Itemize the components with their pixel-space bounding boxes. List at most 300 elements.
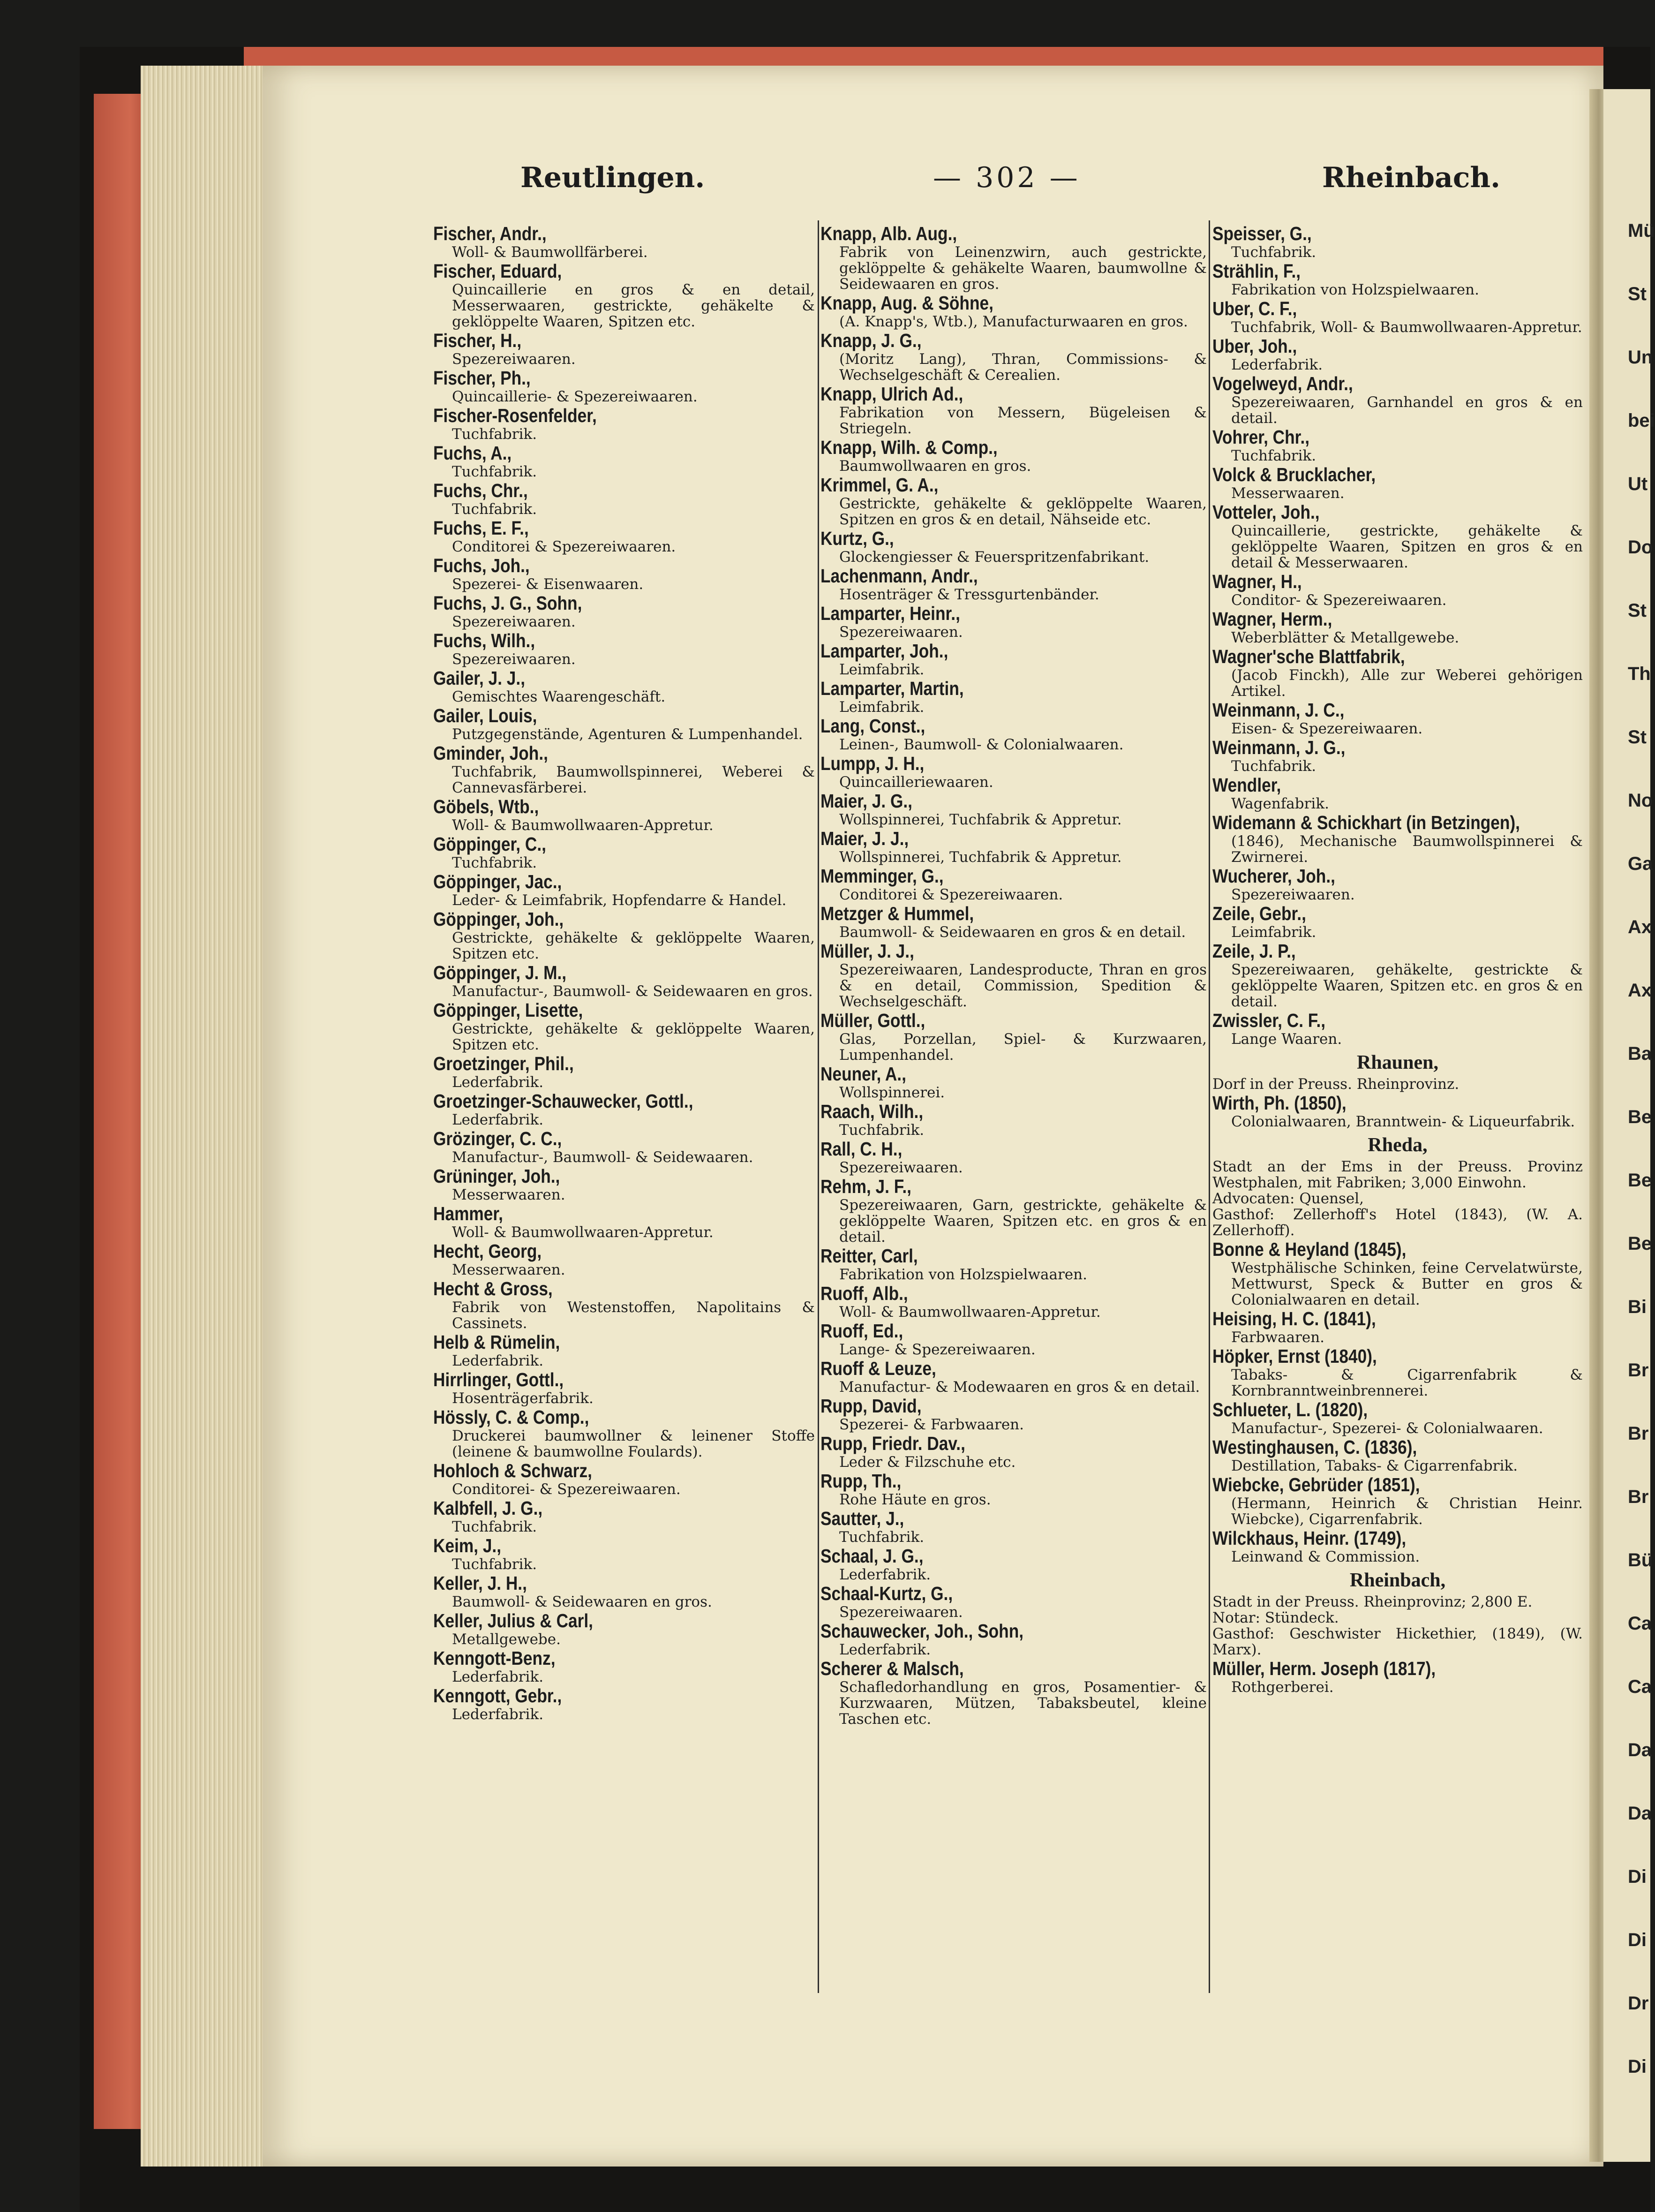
entry-description: Gestrickte, gehäkelte & geklöppelte Waaren, Spitzen en gros & en detail, Nähseide etc. <box>839 495 1207 528</box>
entry-name: Wagner, Herm., <box>1212 608 1332 630</box>
fragment-text: Be <box>1628 1107 1652 1127</box>
entry-description: Fabrik von Westenstoffen, Napolitains & Cassinets. <box>452 1299 815 1332</box>
entry-description: Druckerei baumwollner & leinener Stoffe (leinene & baumwollne Foulards). <box>452 1427 815 1460</box>
entry-name: Bonne & Heyland (1845), <box>1212 1238 1407 1260</box>
directory-entry <box>1212 1238 1583 1308</box>
fragment-text: Ax <box>1628 917 1652 937</box>
fragment-text: No <box>1628 790 1653 811</box>
entry-description: Weberblätter & Metallgewebe. <box>1231 629 1459 646</box>
directory-entry <box>820 1658 1207 1727</box>
entry-description: (Jacob Finckh), Alle zur Weberei gehörigen Artikel. <box>1231 667 1583 700</box>
entry-description: Westphälische Schinken, feine Cervelatwürste, Mettwurst, Speck & Butter en gros & Colonialwaaren en detail. <box>1231 1260 1583 1308</box>
place-info-line: Notar: Stündeck. <box>1212 1609 1339 1626</box>
entry-description: Gestrickte, gehäkelte & geklöppelte Waaren, Spitzen etc. <box>452 1020 815 1053</box>
entry-name: Hössly, C. & Comp., <box>433 1406 589 1428</box>
entry-description: Spezereiwaaren. <box>452 351 576 368</box>
entry-name: Maier, J. J., <box>820 828 909 849</box>
entry-name: Gailer, J. J., <box>433 667 526 689</box>
entry-description: Lange Waaren. <box>1231 1031 1342 1048</box>
entry-description: Spezereiwaaren. <box>839 624 963 641</box>
entry-name: Göppinger, Lisette, <box>433 999 583 1021</box>
entry-description: Manufactur-, Baumwoll- & Seidewaaren. <box>452 1149 753 1166</box>
entry-name: Widemann & Schickhart (in Betzingen), <box>1212 812 1520 833</box>
entry-name: Hecht, Georg, <box>433 1240 542 1262</box>
directory-entry <box>820 790 1207 828</box>
entry-description: Tuchfabrik. <box>452 501 537 518</box>
directory-entry <box>1212 1010 1583 1047</box>
entry-name: Reitter, Carl, <box>820 1245 918 1267</box>
entry-description: Spezereiwaaren, Garnhandel en gros & en detail. <box>1231 394 1583 427</box>
directory-entry <box>820 940 1207 1010</box>
directory-entry <box>820 1545 1207 1583</box>
directory-entry <box>433 330 815 367</box>
entry-name: Sautter, J., <box>820 1508 904 1529</box>
entry-description: Lederfabrik. <box>452 1668 544 1685</box>
entry-description: Lederfabrik. <box>452 1074 544 1091</box>
entry-name: Knapp, Wilh. & Comp., <box>820 437 998 458</box>
entry-description: Gemischtes Waarengeschäft. <box>452 688 666 705</box>
entry-description: Woll- & Baumwollwaaren-Appretur. <box>452 817 714 834</box>
entry-description: Fabrikation von Holzspielwaaren. <box>1231 281 1479 298</box>
entry-description: Wollspinnerei. <box>839 1084 945 1101</box>
directory-entry <box>433 962 815 999</box>
entry-name: Schaal, J. G., <box>820 1545 924 1567</box>
entry-name: Rupp, Friedr. Dav., <box>820 1433 965 1454</box>
entry-description: Spezerei- & Eisenwaaren. <box>452 576 644 593</box>
entry-name: Schlueter, L. (1820), <box>1212 1399 1368 1420</box>
fragment-text: Di <box>1628 2056 1647 2077</box>
entry-name: Neuner, A., <box>820 1063 906 1085</box>
entry-description: Rohe Häute en gros. <box>839 1491 991 1508</box>
directory-entry <box>433 742 815 796</box>
directory-entry <box>433 1535 815 1572</box>
directory-entry <box>433 1128 815 1165</box>
fragment-text: Da <box>1628 1740 1652 1760</box>
entry-description: Woll- & Baumwollwaaren-Appretur. <box>839 1304 1101 1321</box>
entry-name: Kenngott, Gebr., <box>433 1685 562 1706</box>
entry-description: Tuchfabrik, Woll- & Baumwollwaaren-Appretur. <box>1231 319 1582 336</box>
fragment-text: Br <box>1628 1423 1649 1444</box>
fragment-text: St <box>1628 600 1647 621</box>
entry-name: Keller, Julius & Carl, <box>433 1610 593 1631</box>
directory-entry <box>820 565 1207 603</box>
directory-entry <box>433 517 815 555</box>
place-heading: Rheda, <box>1368 1134 1428 1156</box>
entry-description: Manufactur-, Baumwoll- & Seidewaaren en gros. <box>452 983 813 1000</box>
column-3 <box>1212 223 1583 1695</box>
directory-entry <box>1212 1399 1583 1436</box>
column-divider <box>1209 220 1210 1993</box>
entry-description: Conditorei & Spezereiwaaren. <box>452 538 676 555</box>
directory-entry <box>820 1245 1207 1283</box>
directory-entry <box>433 1572 815 1610</box>
entry-name: Göppinger, C., <box>433 833 546 855</box>
directory-entry <box>1212 426 1583 464</box>
entry-name: Votteler, Joh., <box>1212 501 1320 523</box>
fragment-text: Bü <box>1628 1550 1653 1570</box>
entry-name: Westinghausen, C. (1836), <box>1212 1436 1417 1458</box>
entry-name: Uber, C. F., <box>1212 298 1297 319</box>
directory-entry <box>433 833 815 871</box>
entry-name: Fuchs, Wilh., <box>433 630 535 651</box>
entry-description: Spezerei- & Farbwaaren. <box>839 1416 1024 1433</box>
entry-description: Fabrikation von Holzspielwaaren. <box>839 1266 1087 1283</box>
directory-entry <box>1212 223 1583 260</box>
entry-name: Zeile, J. P., <box>1212 940 1296 962</box>
entry-description: Glockengiesser & Feuerspritzenfabrikant. <box>839 549 1150 566</box>
directory-entry <box>820 1063 1207 1101</box>
directory-entry <box>1212 335 1583 373</box>
entry-description: Quincaillerie en gros & en detail, Messerwaaren, gestrickte, gehäkelte & geklöppelte Waaren, Spitzen etc. <box>452 281 815 330</box>
entry-name: Lamparter, Heinr., <box>820 603 960 624</box>
place-heading: Rheinbach, <box>1349 1570 1446 1591</box>
entry-description: Wollspinnerei, Tuchfabrik & Appretur. <box>839 811 1122 828</box>
column-2 <box>820 223 1207 1727</box>
entry-description: Putzgegenstände, Agenturen & Lumpenhandel. <box>452 726 803 743</box>
entry-description: Woll- & Baumwollwaaren-Appretur. <box>452 1224 714 1241</box>
entry-description: Lederfabrik. <box>452 1706 544 1723</box>
fragment-text: Be <box>1628 1170 1652 1191</box>
fragment-text: Th <box>1628 664 1651 684</box>
directory-entry <box>820 1508 1207 1545</box>
entry-name: Müller, J. J., <box>820 940 914 962</box>
directory-entry <box>433 592 815 630</box>
entry-description: Leinen-, Baumwoll- & Colonialwaaren. <box>839 736 1124 753</box>
directory-entry <box>1212 940 1583 1010</box>
fragment-text: St <box>1628 284 1647 304</box>
directory-entry <box>820 865 1207 903</box>
entry-name: Maier, J. G., <box>820 790 912 812</box>
directory-entry <box>433 908 815 962</box>
entry-name: Ruoff, Alb., <box>820 1283 908 1304</box>
directory-entry <box>1212 865 1583 903</box>
directory-entry <box>820 383 1207 437</box>
entry-description: (1846), Mechanische Baumwollspinnerei & Zwirnerei. <box>1231 833 1583 866</box>
entry-description: Woll- & Baumwollfärberei. <box>452 244 648 261</box>
entry-name: Hohloch & Schwarz, <box>433 1460 592 1481</box>
entry-name: Knapp, Ulrich Ad., <box>820 383 963 405</box>
entry-name: Rall, C. H., <box>820 1138 903 1160</box>
entry-description: Leder & Filzschuhe etc. <box>839 1454 1016 1471</box>
entry-name: Müller, Herm. Joseph (1817), <box>1212 1658 1436 1679</box>
entry-name: Strählin, F., <box>1212 260 1301 282</box>
directory-entry <box>433 1331 815 1369</box>
entry-description: Eisen- & Spezereiwaaren. <box>1231 720 1423 737</box>
entry-name: Wagner, H., <box>1212 571 1302 592</box>
fragment-text: bei <box>1628 410 1655 431</box>
place-info-line: Advocaten: Quensel, <box>1212 1190 1364 1207</box>
entry-name: Kenngott-Benz, <box>433 1647 556 1669</box>
entry-name: Fuchs, Joh., <box>433 555 530 576</box>
entry-description: Spezereiwaaren. <box>839 1159 963 1176</box>
entry-name: Groetzinger, Phil., <box>433 1053 574 1074</box>
directory-entry <box>433 1647 815 1685</box>
fragment-text: Dr <box>1628 1993 1649 2014</box>
entry-name: Lamparter, Joh., <box>820 640 948 662</box>
entry-description: Leder- & Leimfabrik, Hopfendarre & Handel. <box>452 892 787 909</box>
entry-description: Spezereiwaaren, Garn, gestrickte, gehäkelte & geklöppelte Waaren, Spitzen etc. en gros & en detail. <box>839 1197 1207 1246</box>
entry-description: Baumwoll- & Seidewaaren en gros & en detail. <box>839 924 1186 941</box>
entry-description: Leinwand & Commission. <box>1231 1548 1420 1565</box>
entry-description: Leimfabrik. <box>839 699 925 716</box>
directory-entry <box>820 1433 1207 1470</box>
entry-name: Schaal-Kurtz, G., <box>820 1583 953 1604</box>
entry-description: Tuchfabrik. <box>1231 447 1316 464</box>
entry-description: Lederfabrik. <box>839 1641 931 1658</box>
entry-description: Tuchfabrik, Baumwollspinnerei, Weberei & Cannevasfärberei. <box>452 763 815 796</box>
entry-description: Manufactur-, Spezerei- & Colonialwaaren. <box>1231 1420 1543 1437</box>
directory-entry <box>820 1470 1207 1508</box>
fragment-text: Ax <box>1628 980 1652 1001</box>
directory-entry <box>1212 260 1583 298</box>
entry-description: Fabrikation von Messern, Bügeleisen & Striegeln. <box>839 404 1207 437</box>
entry-name: Grüninger, Joh., <box>433 1165 560 1187</box>
entry-name: Raach, Wilh., <box>820 1101 924 1122</box>
fragment-text: Br <box>1628 1487 1649 1507</box>
directory-entry <box>433 871 815 908</box>
entry-description: Lederfabrik. <box>452 1111 544 1128</box>
entry-description: Leimfabrik. <box>839 661 925 678</box>
fragment-text: Ca <box>1628 1676 1652 1697</box>
fragment-text: Ut <box>1628 474 1648 494</box>
entry-name: Heising, H. C. (1841), <box>1212 1308 1376 1329</box>
directory-entry <box>433 1240 815 1278</box>
fragment-text: Da <box>1628 1803 1652 1824</box>
column-1 <box>433 223 815 1722</box>
entry-name: Göppinger, Joh., <box>433 908 564 930</box>
directory-entry <box>820 1395 1207 1433</box>
directory-entry <box>820 715 1207 753</box>
entry-name: Grözinger, C. C., <box>433 1128 562 1149</box>
entry-description: Hosenträgerfabrik. <box>452 1390 594 1407</box>
directory-entry <box>820 1583 1207 1620</box>
directory-entry <box>820 528 1207 565</box>
directory-entry <box>1212 501 1583 571</box>
entry-name: Fischer, Andr., <box>433 223 547 244</box>
directory-entry <box>820 223 1207 292</box>
directory-entry <box>820 1176 1207 1245</box>
entry-description: Quincaillerie- & Spezereiwaaren. <box>452 388 698 405</box>
entry-description: Glas, Porzellan, Spiel- & Kurzwaaren, Lumpenhandel. <box>839 1031 1207 1064</box>
fragment-text: Be <box>1628 1233 1652 1254</box>
entry-name: Lamparter, Martin, <box>820 678 964 699</box>
directory-entry <box>1212 373 1583 426</box>
entry-description: Tabaks- & Cigarrenfabrik & Kornbranntweinbrennerei. <box>1231 1366 1583 1399</box>
directory-entry <box>820 1620 1207 1658</box>
entry-description: Tuchfabrik. <box>452 426 537 443</box>
entry-name: Ruoff, Ed., <box>820 1320 903 1342</box>
entry-description: Schafledorhandlung en gros, Posamentier- & Kurzwaaren, Mützen, Tabaksbeutel, kleine Taschen etc. <box>839 1679 1207 1728</box>
entry-name: Höpker, Ernst (1840), <box>1212 1345 1377 1367</box>
entry-name: Göppinger, J. M., <box>433 962 567 983</box>
entry-name: Göppinger, Jac., <box>433 871 562 892</box>
entry-description: Tuchfabrik. <box>1231 758 1316 775</box>
directory-entry <box>1212 298 1583 335</box>
entry-description: Gestrickte, gehäkelte & geklöppelte Waaren, Spitzen etc. <box>452 929 815 962</box>
directory-entry <box>433 260 815 330</box>
fragment-text: Br <box>1628 1360 1649 1381</box>
fragment-text: Di <box>1628 1866 1647 1887</box>
entry-name: Hirrlinger, Gottl., <box>433 1369 564 1390</box>
place-description: Stadt in der Preuss. Rheinprovinz; 2,800 E. <box>1212 1593 1533 1610</box>
entry-name: Scherer & Malsch, <box>820 1658 964 1679</box>
entry-name: Ruoff & Leuze, <box>820 1358 936 1379</box>
directory-entry <box>1212 646 1583 699</box>
entry-name: Wucherer, Joh., <box>1212 865 1335 887</box>
entry-name: Keller, J. H., <box>433 1572 527 1594</box>
directory-entry <box>1212 903 1583 940</box>
entry-name: Wagner'sche Blattfabrik, <box>1212 646 1405 667</box>
entry-name: Fuchs, E. F., <box>433 517 529 539</box>
directory-entry <box>433 999 815 1053</box>
entry-name: Müller, Gottl., <box>820 1010 925 1031</box>
entry-description: Hosenträger & Tressgurtenbänder. <box>839 586 1099 603</box>
next-page-fragment <box>1603 89 1655 2162</box>
entry-description: Conditor- & Spezereiwaaren. <box>1231 592 1447 609</box>
fragment-text: Un <box>1628 347 1653 368</box>
entry-name: Rupp, Th., <box>820 1470 902 1492</box>
page-number: — 302 — <box>933 161 1081 194</box>
entry-name: Vohrer, Chr., <box>1212 426 1310 448</box>
directory-entry <box>1212 1474 1583 1527</box>
directory-entry <box>433 630 815 667</box>
entry-name: Göbels, Wtb., <box>433 796 539 817</box>
entry-name: Kalbfell, J. G., <box>433 1497 543 1519</box>
entry-description: Tuchfabrik. <box>452 1556 537 1573</box>
entry-description: Spezereiwaaren. <box>452 613 576 630</box>
directory-entry <box>820 753 1207 790</box>
directory-entry <box>1212 1658 1583 1695</box>
entry-description: Messerwaaren. <box>1231 485 1345 502</box>
directory-entry <box>1212 1527 1583 1565</box>
entry-description: Conditorei- & Spezereiwaaren. <box>452 1481 681 1498</box>
directory-entry <box>1212 1092 1583 1130</box>
entry-description: Lederfabrik. <box>452 1352 544 1369</box>
column-divider <box>818 220 819 1993</box>
entry-description: Tuchfabrik. <box>452 854 537 871</box>
entry-description: Baumwoll- & Seidewaaren en gros. <box>452 1593 712 1610</box>
directory-entry <box>433 223 815 260</box>
entry-description: Tuchfabrik. <box>452 1518 537 1535</box>
directory-entry <box>1212 464 1583 501</box>
entry-name: Knapp, J. G., <box>820 330 922 351</box>
entry-description: Baumwollwaaren en gros. <box>839 458 1031 475</box>
entry-description: (Hermann, Heinrich & Christian Heinr. Wiebcke), Cigarrenfabrik. <box>1231 1495 1583 1528</box>
directory-entry <box>433 442 815 480</box>
entry-name: Lang, Const., <box>820 715 925 737</box>
fragment-text: Ga <box>1628 853 1653 874</box>
directory-entry <box>820 1283 1207 1320</box>
directory-entry <box>433 1053 815 1090</box>
directory-entry <box>433 1685 815 1722</box>
entry-description: Spezereiwaaren. <box>1231 886 1355 903</box>
entry-description: (A. Knapp's, Wtb.), Manufacturwaaren en gros. <box>839 313 1188 330</box>
directory-entry <box>1212 1345 1583 1399</box>
entry-name: Fischer-Rosenfelder, <box>433 405 597 426</box>
directory-entry <box>433 555 815 592</box>
directory-entry <box>820 330 1207 383</box>
directory-entry <box>433 1203 815 1240</box>
entry-description: Wollspinnerei, Tuchfabrik & Appretur. <box>839 849 1122 866</box>
entry-description: Lederfabrik. <box>1231 356 1323 373</box>
entry-name: Fuchs, A., <box>433 442 512 464</box>
entry-name: Zeile, Gebr., <box>1212 903 1306 924</box>
directory-entry <box>433 480 815 517</box>
entry-description: Spezereiwaaren, Landesproducte, Thran en gros & en detail, Commission, Spedition & Wechselgeschäft. <box>839 961 1207 1010</box>
directory-entry <box>820 1010 1207 1063</box>
entry-name: Wilckhaus, Heinr. (1749), <box>1212 1527 1407 1549</box>
entry-name: Lachenmann, Andr., <box>820 565 978 587</box>
directory-entry <box>433 1610 815 1647</box>
entry-name: Memminger, G., <box>820 865 944 887</box>
entry-name: Rehm, J. F., <box>820 1176 911 1197</box>
entry-description: Rothgerberei. <box>1231 1679 1334 1696</box>
fragment-text: Di <box>1628 1930 1647 1950</box>
entry-name: Fuchs, J. G., Sohn, <box>433 592 582 614</box>
entry-name: Krimmel, G. A., <box>820 474 939 496</box>
entry-description: Lederfabrik. <box>839 1566 931 1583</box>
entry-description: Tuchfabrik. <box>1231 244 1316 261</box>
entry-description: Manufactur- & Modewaaren en gros & en detail. <box>839 1379 1200 1396</box>
entry-name: Groetzinger-Schauwecker, Gottl., <box>433 1090 693 1112</box>
entry-name: Kurtz, G., <box>820 528 894 549</box>
header-right: Rheinbach. <box>1322 161 1500 194</box>
place-description: Stadt an der Ems in der Preuss. Provinz Westphalen, mit Fabriken; 3,000 Einwohn. <box>1212 1158 1583 1191</box>
entry-description: Tuchfabrik. <box>839 1529 925 1546</box>
directory-entry <box>820 1358 1207 1395</box>
entry-name: Fischer, Ph., <box>433 367 531 389</box>
directory-entry <box>433 1497 815 1535</box>
entry-description: Metallgewebe. <box>452 1631 561 1648</box>
entry-description: Messerwaaren. <box>452 1261 565 1278</box>
entry-name: Fuchs, Chr., <box>433 480 528 501</box>
directory-entry <box>1212 571 1583 608</box>
entry-description: Colonialwaaren, Branntwein- & Liqueurfabrik. <box>1231 1113 1575 1130</box>
entry-name: Uber, Joh., <box>1212 335 1297 357</box>
entry-description: (Moritz Lang), Thran, Commissions- & Wechselgeschäft & Cerealien. <box>839 351 1207 384</box>
entry-name: Rupp, David, <box>820 1395 922 1417</box>
directory-entry <box>820 437 1207 474</box>
entry-description: Destillation, Tabaks- & Cigarrenfabrik. <box>1231 1457 1518 1474</box>
entry-name: Fischer, H., <box>433 330 522 351</box>
entry-name: Wirth, Ph. (1850), <box>1212 1092 1347 1114</box>
entry-name: Weinmann, J. C., <box>1212 699 1345 721</box>
directory-entry <box>820 1138 1207 1176</box>
directory-entry <box>433 796 815 833</box>
entry-name: Metzger & Hummel, <box>820 903 974 924</box>
entry-description: Quincailleriewaaren. <box>839 774 993 791</box>
page-edges <box>141 66 277 2167</box>
directory-entry <box>433 705 815 742</box>
place-heading: Rhaunen, <box>1357 1052 1438 1073</box>
entry-name: Helb & Rümelin, <box>433 1331 560 1353</box>
entry-description: Tuchfabrik. <box>452 463 537 480</box>
entry-description: Messerwaaren. <box>452 1186 565 1203</box>
directory-entry <box>820 640 1207 678</box>
directory-entry <box>433 1090 815 1128</box>
directory-entry <box>820 292 1207 330</box>
entry-description: Wagenfabrik. <box>1231 795 1329 812</box>
directory-entry <box>433 405 815 442</box>
entry-name: Wendler, <box>1212 774 1281 796</box>
directory-entry <box>433 1278 815 1331</box>
fragment-text: Ca <box>1628 1613 1652 1634</box>
entry-name: Speisser, G., <box>1212 223 1312 244</box>
place-info-line: Gasthof: Zellerhoff's Hotel (1843), (W. A. Zellerhoff). <box>1212 1206 1583 1239</box>
entry-description: Lange- & Spezereiwaaren. <box>839 1341 1036 1358</box>
entry-description: Leimfabrik. <box>1231 924 1316 941</box>
fragment-text: Mü <box>1628 220 1655 241</box>
